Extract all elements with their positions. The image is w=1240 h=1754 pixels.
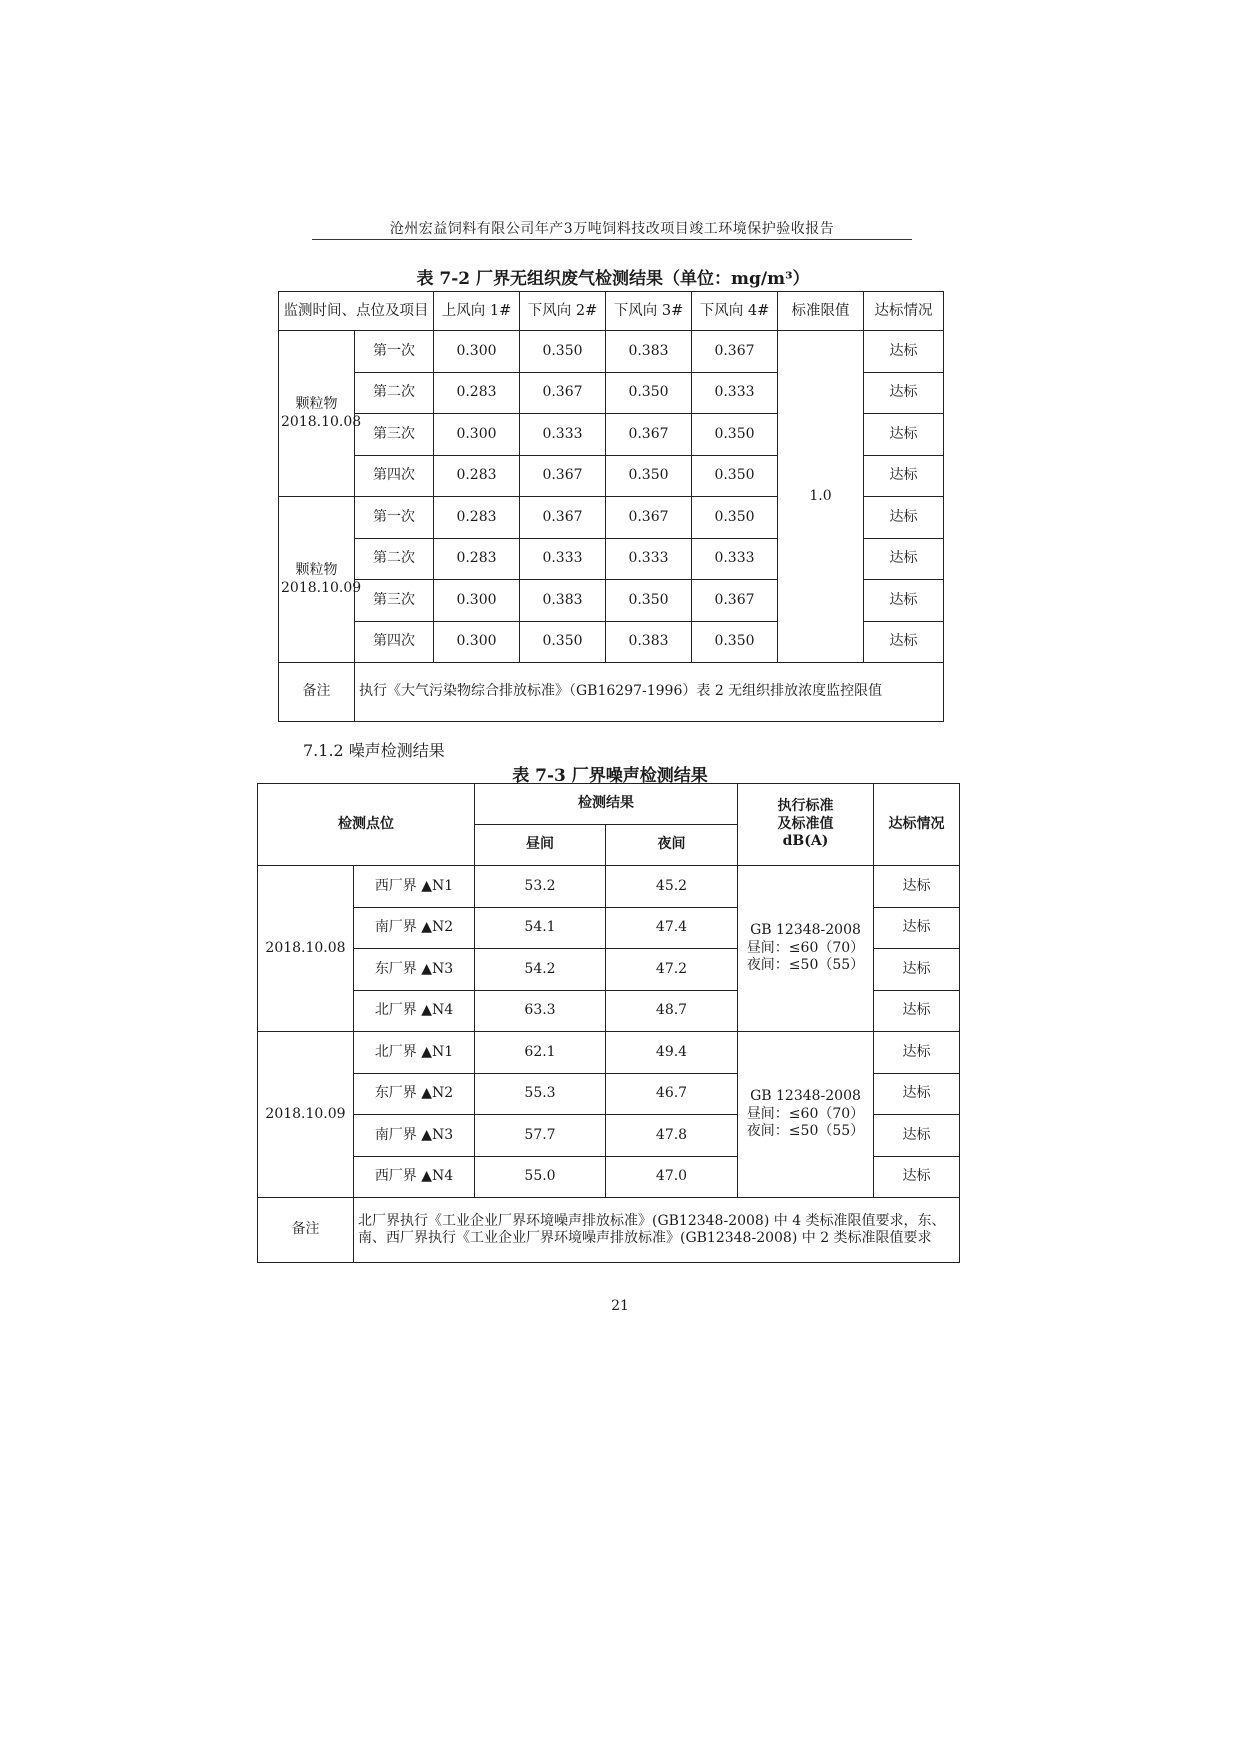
note-row [258,1198,960,1263]
value-cell: 0.333 [520,414,606,456]
sample-time-cell: 第三次 [355,580,434,622]
value-cell: 0.367 [520,455,606,497]
day-value-cell: 62.1 [475,1032,606,1074]
point-cell: 东厂界 ▲N2 [354,1073,475,1115]
status-cell: 达标 [864,455,944,497]
value-cell: 0.283 [434,455,520,497]
value-cell: 0.300 [434,331,520,373]
table-row [258,866,960,908]
status-cell: 达标 [864,414,944,456]
day-value-cell: 54.1 [475,907,606,949]
value-cell: 0.383 [520,580,606,622]
table-7-2-caption: 表 7-2 厂界无组织废气检测结果（单位：mg/m³） [416,269,810,289]
day-value-cell: 57.7 [475,1115,606,1157]
value-cell: 0.333 [692,372,778,414]
note-text: 执行《大气污染物综合排放标准》（GB16297-1996）表 2 无组织排放浓度监控限值 [355,663,944,722]
value-cell: 0.350 [520,621,606,663]
sample-time-cell: 第二次 [355,538,434,580]
value-cell: 0.367 [520,372,606,414]
status-cell: 达标 [874,907,960,949]
status-cell: 达标 [864,621,944,663]
night-value-cell: 47.8 [606,1115,738,1157]
section-title: 7.1.2 噪声检测结果 [303,741,445,760]
column-header: 达标情况 [864,292,944,331]
header-rule [312,239,912,240]
sample-time-cell: 第四次 [355,455,434,497]
sample-time-cell: 第四次 [355,621,434,663]
night-value-cell: 47.0 [606,1156,738,1198]
status-cell: 达标 [874,866,960,908]
value-cell: 0.383 [606,331,692,373]
value-cell: 0.333 [606,538,692,580]
pollutant-date-cell: 颗粒物 2018.10.08 [279,331,355,497]
day-value-cell: 53.2 [475,866,606,908]
status-cell: 达标 [874,1156,960,1198]
value-cell: 0.350 [692,497,778,539]
note-row [279,663,944,722]
standard-cell: GB 12348-2008 昼间：≤60（70） 夜间：≤50（55） [738,866,874,1032]
value-cell: 0.350 [606,455,692,497]
value-cell: 0.283 [434,497,520,539]
status-cell: 达标 [864,372,944,414]
status-cell: 达标 [874,1115,960,1157]
value-cell: 0.333 [520,538,606,580]
day-value-cell: 63.3 [475,990,606,1032]
page-number: 21 [611,1298,629,1314]
night-value-cell: 45.2 [606,866,738,908]
status-cell: 达标 [874,949,960,991]
value-cell: 0.300 [434,580,520,622]
night-value-cell: 46.7 [606,1073,738,1115]
column-header: 下风向 4# [692,292,778,331]
running-header: 沧州宏益饲料有限公司年产3万吨饲料技改项目竣工环境保护验收报告 [389,221,835,237]
point-cell: 东厂界 ▲N3 [354,949,475,991]
status-cell: 达标 [864,538,944,580]
column-header: 标准限值 [778,292,864,331]
status-cell: 达标 [864,497,944,539]
standard-header: 执行标准 及标准值 dB(A) [738,784,874,866]
value-cell: 0.350 [606,372,692,414]
table-7-3-caption: 表 7-3 厂界噪声检测结果 [512,766,708,786]
column-header: 下风向 2# [520,292,606,331]
table-header-row [258,784,960,825]
point-cell: 南厂界 ▲N2 [354,907,475,949]
night-value-cell: 48.7 [606,990,738,1032]
value-cell: 0.300 [434,414,520,456]
day-header: 昼间 [475,825,606,866]
column-header: 上风向 1# [434,292,520,331]
status-cell: 达标 [874,990,960,1032]
standard-cell: GB 12348-2008 昼间：≤60（70） 夜间：≤50（55） [738,1032,874,1198]
value-cell: 0.350 [520,331,606,373]
night-value-cell: 47.2 [606,949,738,991]
value-cell: 0.283 [434,538,520,580]
value-cell: 0.350 [692,455,778,497]
point-cell: 北厂界 ▲N1 [354,1032,475,1074]
night-header: 夜间 [606,825,738,866]
point-cell: 北厂界 ▲N4 [354,990,475,1032]
sample-time-cell: 第二次 [355,372,434,414]
result-header: 检测结果 [475,784,738,825]
status-cell: 达标 [874,1073,960,1115]
value-cell: 0.383 [606,621,692,663]
note-label: 备注 [279,663,355,722]
night-value-cell: 47.4 [606,907,738,949]
status-cell: 达标 [874,1032,960,1074]
day-value-cell: 55.3 [475,1073,606,1115]
value-cell: 0.367 [606,414,692,456]
table-row [258,1032,960,1074]
point-cell: 南厂界 ▲N3 [354,1115,475,1157]
pollutant-date-cell: 颗粒物 2018.10.09 [279,497,355,663]
date-cell: 2018.10.08 [258,866,354,1032]
value-cell: 0.300 [434,621,520,663]
emission-table [278,291,944,722]
limit-cell: 1.0 [778,331,864,663]
value-cell: 0.367 [692,331,778,373]
value-cell: 0.333 [692,538,778,580]
sample-time-cell: 第三次 [355,414,434,456]
value-cell: 0.350 [692,621,778,663]
column-header: 下风向 3# [606,292,692,331]
table-header-row [279,292,944,331]
value-cell: 0.283 [434,372,520,414]
day-value-cell: 54.2 [475,949,606,991]
value-cell: 0.350 [606,580,692,622]
note-text: 北厂界执行《工业企业厂界环境噪声排放标准》(GB12348-2008) 中 4 类标准限值要求，东、南、西厂界执行《工业企业厂界环境噪声排放标准》(GB12348-2008) 中 2 类标准限值要求 [354,1198,960,1263]
status-header: 达标情况 [874,784,960,866]
night-value-cell: 49.4 [606,1032,738,1074]
value-cell: 0.350 [692,414,778,456]
point-cell: 西厂界 ▲N1 [354,866,475,908]
noise-table [257,783,960,1263]
value-cell: 0.367 [606,497,692,539]
note-label: 备注 [258,1198,354,1263]
sample-time-cell: 第一次 [355,497,434,539]
status-cell: 达标 [864,580,944,622]
table-row [279,331,944,373]
point-header: 检测点位 [258,784,475,866]
value-cell: 0.367 [520,497,606,539]
date-cell: 2018.10.09 [258,1032,354,1198]
column-header: 监测时间、点位及项目 [279,292,434,331]
point-cell: 西厂界 ▲N4 [354,1156,475,1198]
sample-time-cell: 第一次 [355,331,434,373]
day-value-cell: 55.0 [475,1156,606,1198]
value-cell: 0.367 [692,580,778,622]
status-cell: 达标 [864,331,944,373]
